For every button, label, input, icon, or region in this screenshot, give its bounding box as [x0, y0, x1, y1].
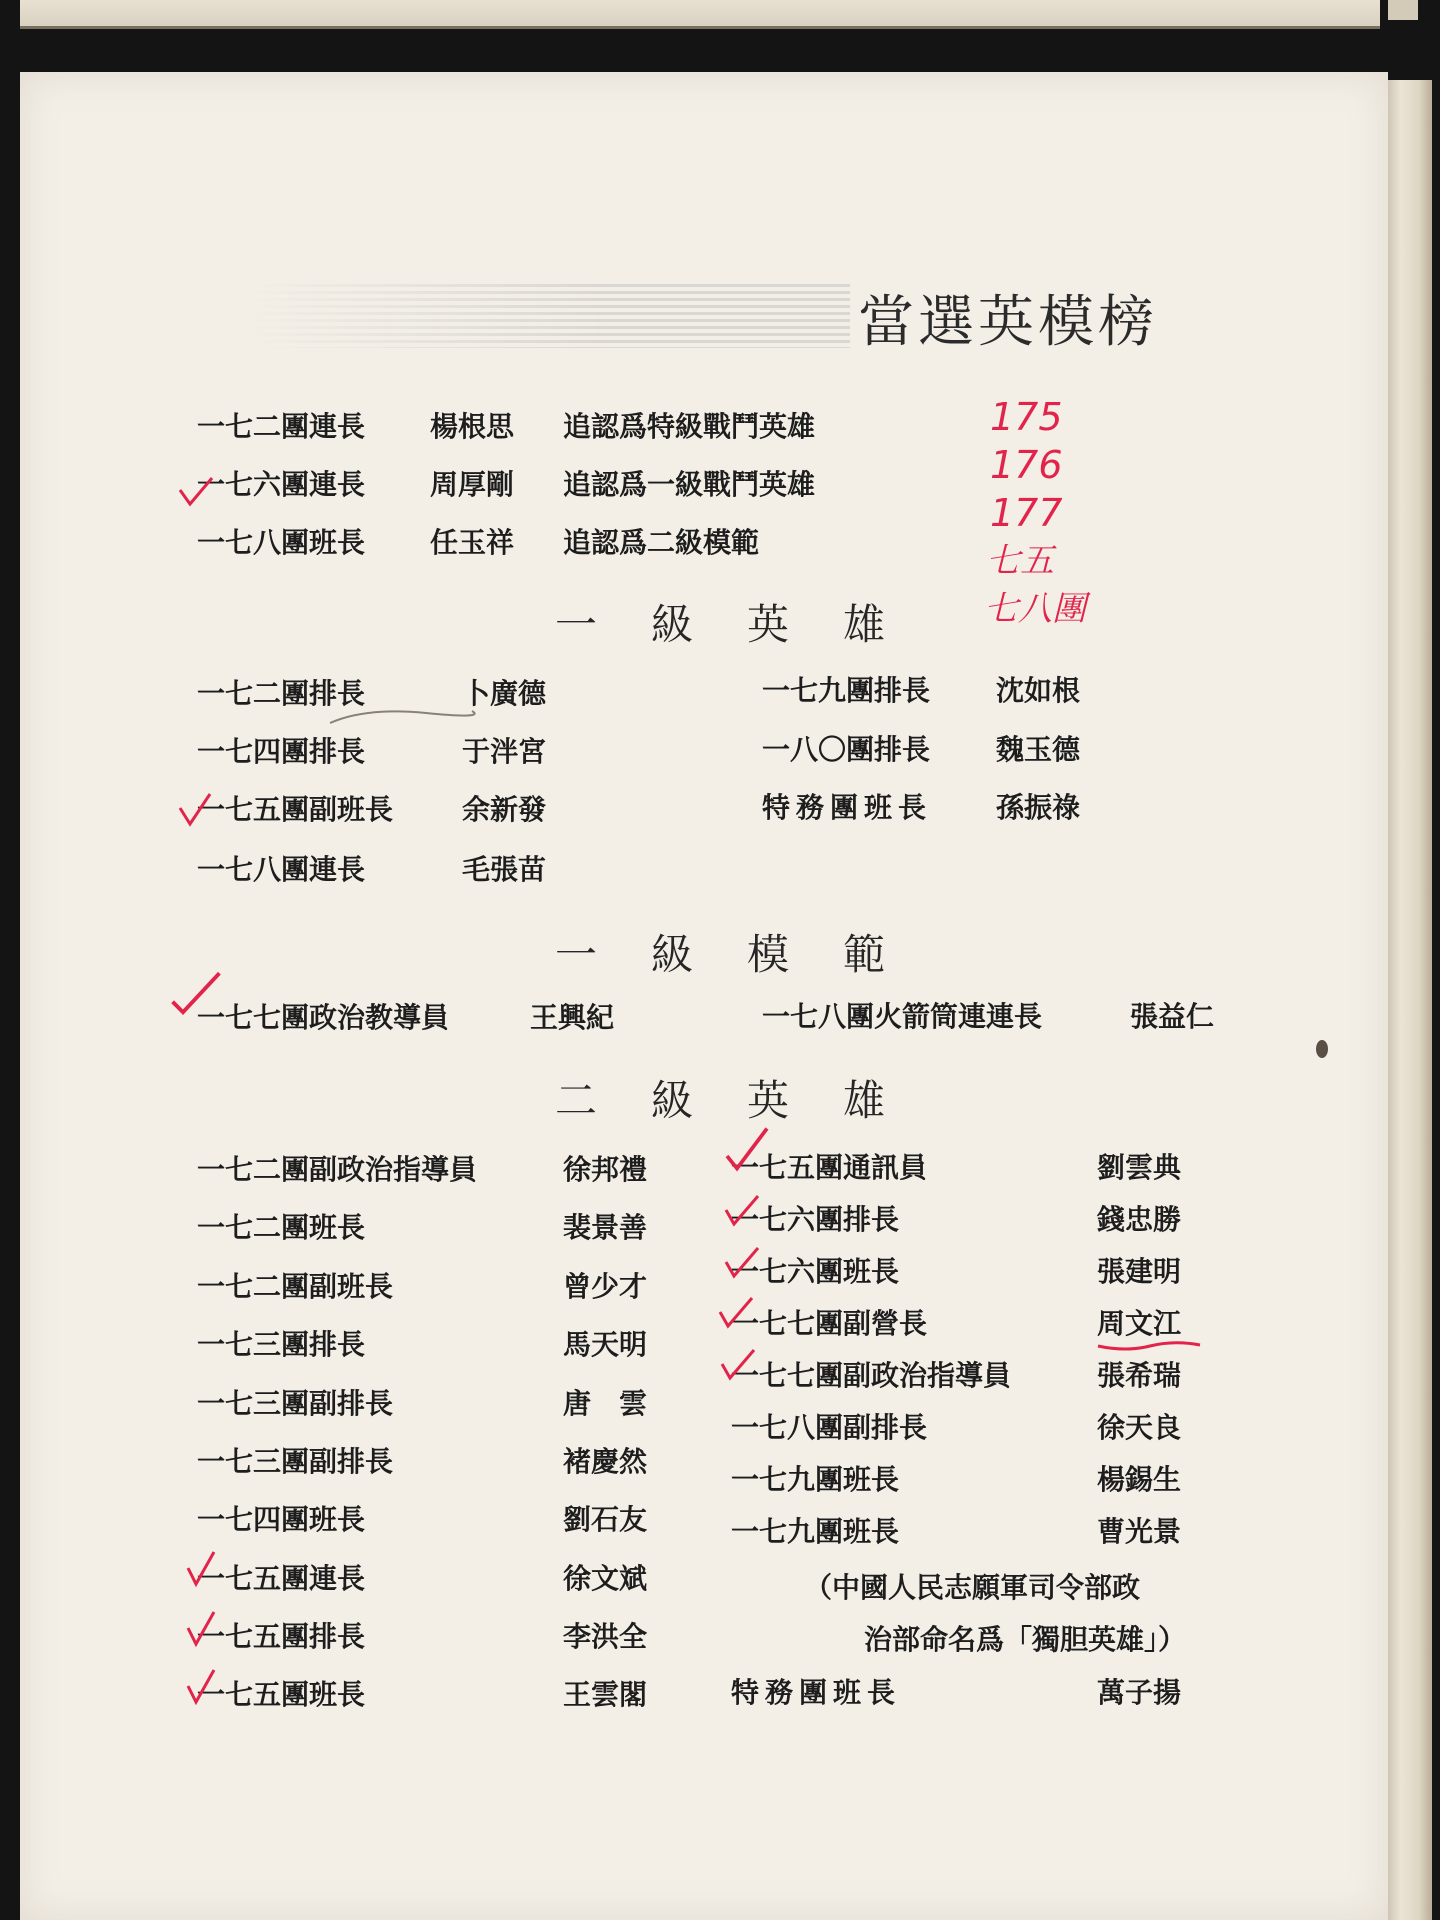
second-hero-right-name-3: 張建明	[1097, 1255, 1182, 1288]
first-model-right-name: 張益仁	[1130, 1000, 1215, 1033]
underline-mark	[1096, 1340, 1202, 1352]
page-title: 當選英模榜	[858, 290, 1158, 355]
first-model-left-unit: 一七七團政治教導員	[197, 1001, 450, 1034]
second-hero-left-name-8: 徐文斌	[563, 1562, 648, 1595]
second-hero-right-unit-1: 一七五團通訊員	[731, 1151, 928, 1184]
second-hero-left-unit-9: 一七五團排長	[197, 1620, 366, 1653]
posthumous-honor-1: 追認爲特級戰鬥英雄	[563, 410, 816, 443]
check-mark-icon	[722, 1192, 762, 1232]
first-hero-right-unit-3: 特務團班長	[762, 791, 933, 824]
second-hero-left-name-5: 唐 雲	[563, 1387, 648, 1420]
second-hero-right-unit-6: 一七八團副排長	[731, 1411, 928, 1444]
second-hero-right-name-7: 楊錫生	[1097, 1463, 1182, 1496]
first-model-left-name: 王興紀	[530, 1001, 615, 1034]
first-hero-left-unit-2: 一七四團排長	[197, 735, 366, 768]
paper-spot	[1316, 1040, 1328, 1058]
second-hero-right-name-8: 曹光景	[1097, 1515, 1182, 1548]
posthumous-unit-3: 一七八團班長	[197, 526, 366, 559]
second-hero-left-unit-6: 一七三團副排長	[197, 1445, 394, 1478]
second-hero-left-name-2: 裴景善	[563, 1211, 648, 1244]
second-hero-left-unit-4: 一七三團排長	[197, 1328, 366, 1361]
second-hero-note-line2: 治部命名爲「獨胆英雄」）	[864, 1623, 1187, 1656]
first-hero-left-unit-3: 一七五團副班長	[197, 793, 394, 826]
posthumous-honor-3: 追認爲二級模範	[563, 526, 760, 559]
heading-first-hero: 一級英雄	[554, 600, 939, 649]
check-mark-icon	[718, 1346, 758, 1386]
posthumous-unit-2: 一七六團連長	[197, 468, 366, 501]
posthumous-name-3: 任玉祥	[430, 526, 515, 559]
page-stack-edge	[1388, 80, 1432, 1920]
first-hero-right-unit-1: 一七九團排長	[762, 674, 931, 707]
second-hero-left-name-4: 馬天明	[563, 1328, 648, 1361]
first-hero-left-unit-4: 一七八團連長	[197, 853, 366, 886]
margin-note-176: 176	[990, 443, 1063, 487]
second-hero-right-name-6: 徐天良	[1097, 1411, 1182, 1444]
second-hero-left-name-3: 曾少才	[563, 1270, 648, 1303]
second-hero-left-unit-3: 一七二團副班長	[197, 1270, 394, 1303]
first-hero-left-name-4: 毛張苗	[462, 853, 547, 886]
second-hero-left-name-9: 李洪全	[563, 1620, 648, 1653]
check-mark-icon	[170, 968, 222, 1020]
posthumous-name-2: 周厚剛	[430, 468, 515, 501]
first-hero-right-name-3: 孫振祿	[996, 791, 1081, 824]
second-hero-left-name-6: 褚慶然	[563, 1445, 648, 1478]
first-hero-left-name-1: 卜廣德	[462, 677, 547, 710]
first-hero-right-name-1: 沈如根	[996, 674, 1081, 707]
check-mark-icon	[722, 1244, 762, 1284]
first-hero-right-name-2: 魏玉德	[996, 733, 1081, 766]
heading-second-hero: 二級英雄	[554, 1076, 939, 1125]
posthumous-unit-1: 一七二團連長	[197, 410, 366, 443]
posthumous-honor-2: 追認爲一級戰鬥英雄	[563, 468, 816, 501]
second-hero-left-name-1: 徐邦禮	[563, 1153, 648, 1186]
first-hero-left-name-3: 余新發	[462, 793, 547, 826]
check-mark-icon	[716, 1294, 756, 1334]
second-hero-left-name-7: 劉石友	[563, 1503, 648, 1536]
previous-page-edge	[20, 0, 1380, 29]
second-hero-left-unit-8: 一七五團連長	[197, 1562, 366, 1595]
second-hero-right-unit-3: 一七六團班長	[731, 1255, 900, 1288]
check-mark-icon	[722, 1126, 772, 1176]
second-hero-left-unit-2: 一七二團班長	[197, 1211, 366, 1244]
second-hero-left-unit-7: 一七四團班長	[197, 1503, 366, 1536]
check-mark-icon	[176, 790, 216, 830]
check-mark-icon	[184, 1550, 224, 1590]
second-hero-right-unit-8: 一七九團班長	[731, 1515, 900, 1548]
first-model-right-unit: 一七八團火箭筒連連長	[762, 1000, 1043, 1033]
margin-note-5: 七八團	[984, 589, 1086, 629]
pencil-stroke	[326, 703, 476, 731]
second-hero-last-right-name: 萬子揚	[1097, 1676, 1182, 1709]
check-mark-icon	[184, 1610, 224, 1650]
second-hero-left-unit-10: 一七五團班長	[197, 1678, 366, 1711]
margin-note-4: 七五	[986, 541, 1054, 581]
second-hero-last-right-unit: 特務團班長	[731, 1676, 902, 1709]
second-hero-right-unit-2: 一七六團排長	[731, 1203, 900, 1236]
previous-page-corner	[1388, 0, 1418, 20]
second-hero-right-unit-7: 一七九團班長	[731, 1463, 900, 1496]
second-hero-right-unit-4: 一七七團副營長	[731, 1307, 928, 1340]
second-hero-note-line1: （中國人民志願軍司令部政	[804, 1571, 1141, 1604]
check-mark-icon	[184, 1668, 224, 1708]
second-hero-left-unit-5: 一七三團副排長	[197, 1387, 394, 1420]
heading-first-model: 一級模範	[554, 930, 939, 979]
second-hero-right-name-5: 張希瑞	[1097, 1359, 1182, 1392]
first-hero-left-unit-1: 一七二團排長	[197, 677, 366, 710]
first-hero-right-unit-2: 一八〇團排長	[762, 733, 931, 766]
second-hero-right-name-1: 劉雲典	[1097, 1151, 1182, 1184]
title-banner-smudge	[250, 284, 850, 348]
first-hero-left-name-2: 于泮宮	[462, 735, 547, 768]
second-hero-right-unit-5: 一七七團副政治指導員	[731, 1359, 1012, 1392]
posthumous-name-1: 楊根思	[430, 410, 515, 443]
check-mark-icon	[176, 472, 216, 512]
second-hero-right-name-2: 錢忠勝	[1097, 1203, 1182, 1236]
margin-note-177: 177	[990, 491, 1063, 535]
second-hero-left-name-10: 王雲閣	[563, 1678, 648, 1711]
margin-note-175: 175	[990, 395, 1063, 439]
second-hero-right-name-4: 周文江	[1097, 1307, 1182, 1340]
second-hero-left-unit-1: 一七二團副政治指導員	[197, 1153, 478, 1186]
